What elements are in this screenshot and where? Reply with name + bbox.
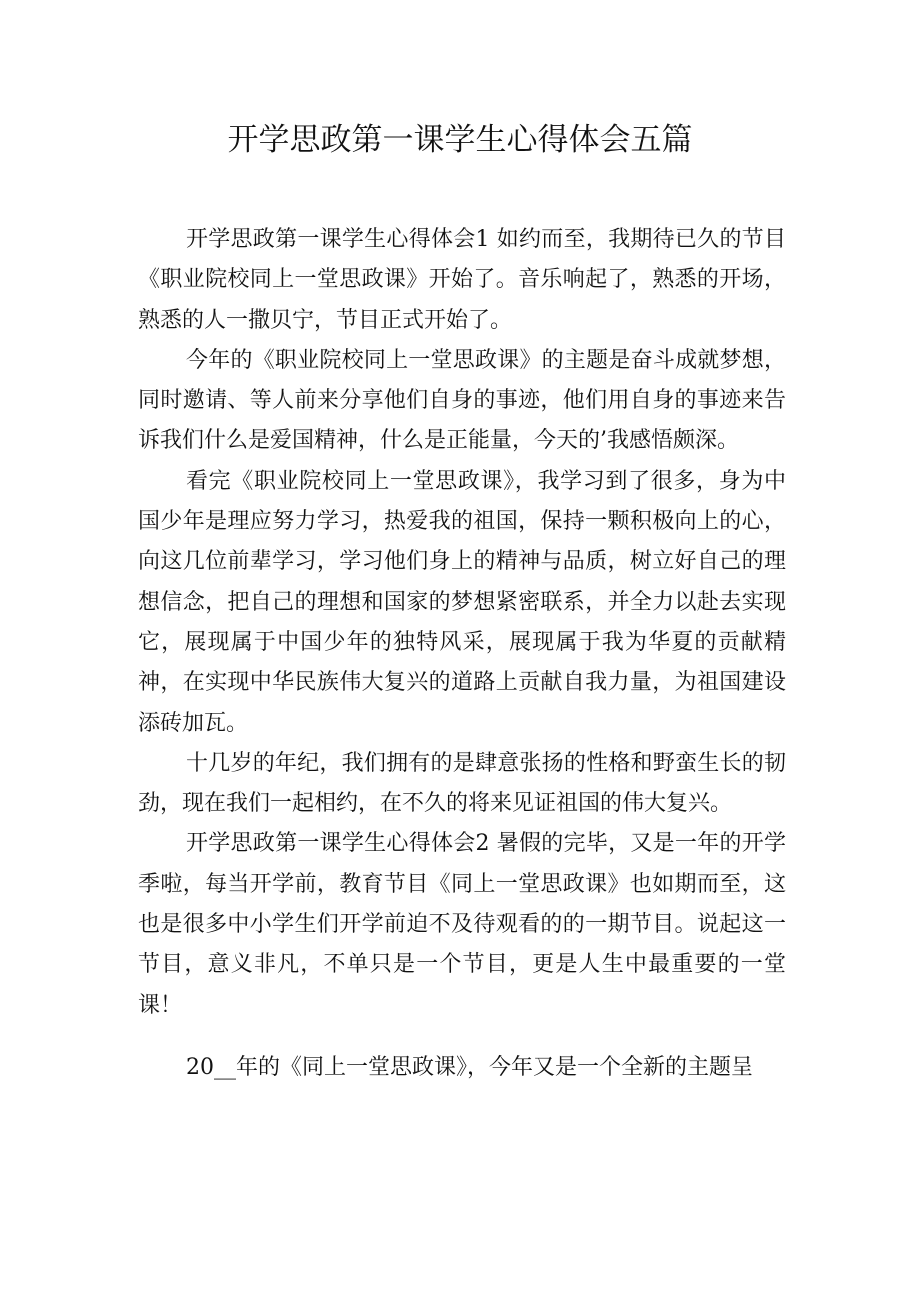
paragraph-3: 看完《职业院校同上一堂思政课》，我学习到了很多，身为中国少年是理应努力学习，热爱我的祖国，保持一颗积极向上的心，向这几位前辈学习，学习他们身上的精神与品质，树立好自己的理想信念，把自己的理想和国家的梦想紧密联系，并全力以赴去实现它，展现属于中国少年的独特风采，展现属于我为华夏的贡献精神，在实现中华民族伟大复兴的道路上贡献自我力量，为祖国建设添砖加瓦。 — [138, 468, 786, 736]
document-body — [138, 220, 786, 1088]
document-title: 开学思政第一课学生心得体会五篇 — [227, 122, 693, 158]
paragraph-1: 开学思政第一课学生心得体会1 如约而至，我期待已久的节目《职业院校同上一堂思政课》开始了。音乐响起了，熟悉的开场，熟悉的人一撒贝宁，节目正式开始了。 — [138, 227, 786, 333]
paragraph-5: 开学思政第一课学生心得体会2 暑假的完毕，又是一年的开学季啦，每当开学前，教育节目《同上一堂思政课》也如期而至，这也是很多中小学生们开学前迫不及待观看的的一期节目。说起这一节目，意义非凡，不单只是一个节目，更是人生中最重要的一堂课！ — [138, 831, 786, 1018]
paragraph-6: 20__年的《同上一堂思政课》，今年又是一个全新的主题呈 — [186, 1054, 753, 1080]
paragraph-2: 今年的《职业院校同上一堂思政课》的主题是奋斗成就梦想，同时邀请、等人前来分享他们自身的事迹，他们用自身的事迹来告诉我们什么是爱国精神，什么是正能量，今天的’我感悟颇深。 — [138, 347, 786, 454]
paragraph-4: 十几岁的年纪，我们拥有的是肆意张扬的性格和野蛮生长的韧劲，现在我们一起相约，在不久的将来见证祖国的伟大复兴。 — [138, 750, 786, 817]
